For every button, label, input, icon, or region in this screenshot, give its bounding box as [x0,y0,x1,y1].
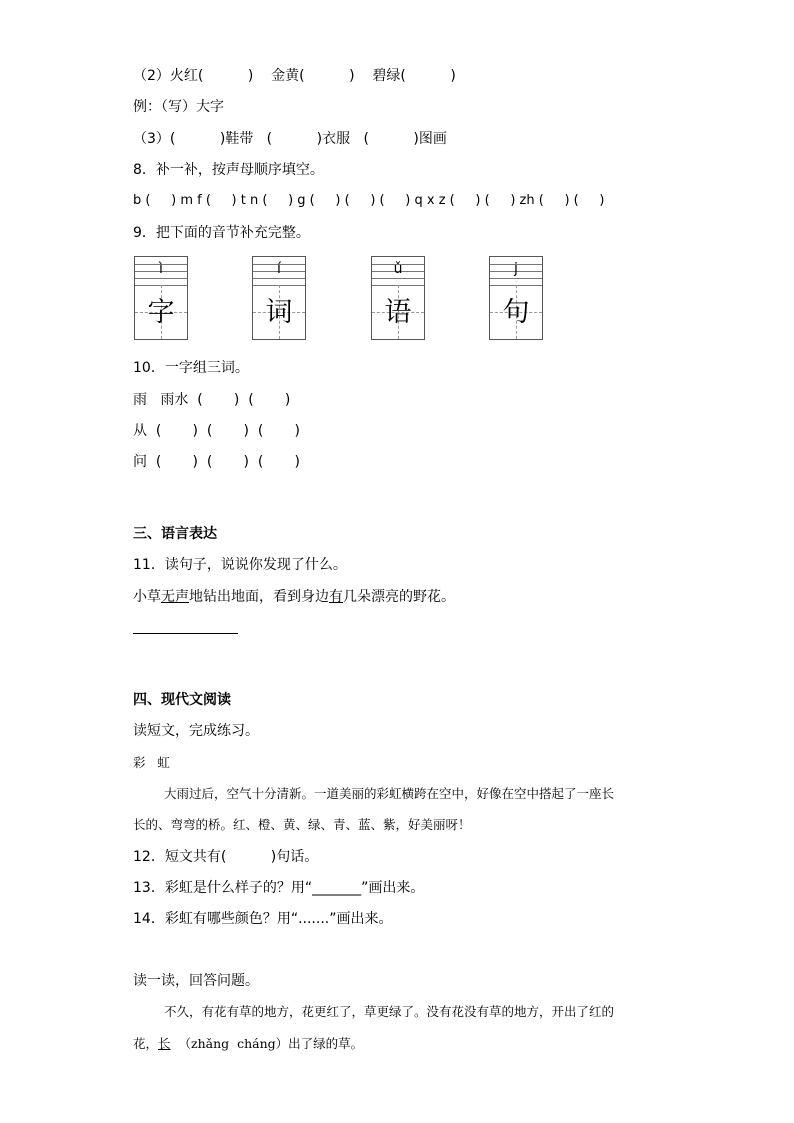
passage-line: 不久，有花有草的地方，花更红了，草更绿了。没有花没有草的地方，开出了红的 [164,1004,615,1019]
pinyin-grid-box [134,256,188,340]
answer-line[interactable] [133,633,238,634]
question-11: 11．读句子，说说你发现了什么。 [133,557,347,573]
hanzi-character: 词 [265,297,293,328]
question-9: 9．把下面的音节补充完整。 [133,225,310,241]
question-13: 13．彩虹是什么样子的？用“_______”画出来。 [133,880,425,896]
passage-part: （zhǎng cháng）出了绿的草。 [170,1036,364,1051]
passage-title: 彩 虹 [133,755,170,770]
hanzi-character: 句 [502,297,530,328]
section-3-heading: 三、语言表达 [133,526,217,542]
question-10-row: 从 ( ) ( ) ( ) [133,423,300,439]
underlined-word: 长 [158,1036,171,1051]
passage-line: 长的、弯弯的桥。红、橙、黄、绿、青、蓝、紫，好美丽呀！ [133,817,471,832]
section-4-heading: 四、现代文阅读 [133,692,231,708]
question-8: 8．补一补，按声母顺序填空。 [133,162,324,178]
pinyin-syllable: ì [159,261,163,277]
underlined-word: 无声 [161,589,189,605]
q7-item-2: （2）火红( ) 金黄( ) 碧绿( ) [133,68,456,84]
pinyin-grid-box [371,256,425,340]
question-11-sentence [133,587,455,607]
question-10-row: 雨 雨水 ( ) ( ) [133,392,291,408]
question-10-row: 问 ( ) ( ) ( ) [133,454,300,470]
question-8-initials: b ( ) m f ( ) t n ( ) g ( ) ( ) ( ) q x z ( ) ( ) zh ( ) ( ) [133,193,605,208]
question-10: 10．一字组三词。 [133,360,249,376]
q7-example: 例：（写）大字 [133,99,224,115]
question-12: 12．短文共有( )句话。 [133,849,319,865]
hanzi-character: 字 [147,297,175,328]
pinyin-syllable: ǔ [393,261,403,277]
sentence-part: 几朵漂亮的野花。 [343,589,455,605]
q7-item-3: （3）( )鞋带 ( )衣服 ( )图画 [133,131,447,147]
pinyin-syllable: í [277,261,281,277]
passage-part: 花， [133,1036,159,1051]
question-14: 14．彩虹有哪些颜色？用“.......”画出来。 [133,911,393,927]
reading-instruction: 读短文，完成练习。 [133,723,259,739]
passage-line: 大雨过后，空气十分清新。一道美丽的彩虹横跨在空中，好像在空中搭起了一座长 [164,786,615,801]
sentence-part: 地钻出地面，看到身边 [189,589,329,605]
pinyin-syllable: j [514,261,518,277]
pinyin-grid-box [489,256,543,340]
passage-line [133,1034,363,1054]
pinyin-grid-box [252,256,306,340]
reading-instruction-2: 读一读，回答问题。 [133,973,259,989]
hanzi-character: 语 [384,297,412,328]
sentence-part: 小草 [133,589,161,605]
underlined-word: 有 [329,589,343,605]
